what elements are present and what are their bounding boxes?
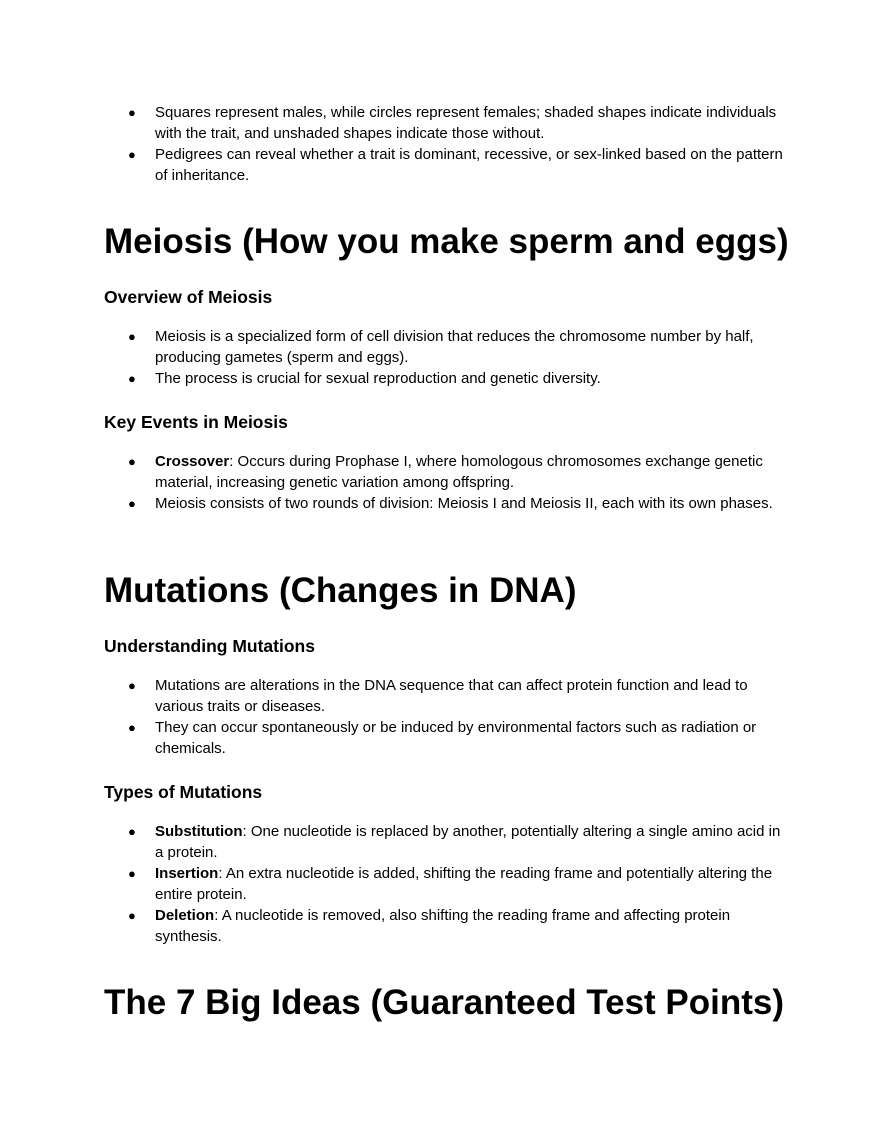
bullet-icon: ● (128, 824, 136, 839)
list-item (104, 905, 784, 947)
bullet-text: Pedigrees can reveal whether a trait is dominant, recessive, or sex-linked based on the pattern of inheritance. (155, 146, 783, 184)
bullet-icon: ● (128, 147, 136, 162)
list-item (104, 863, 784, 905)
meiosis-heading: Meiosis (How you make sperm and eggs) (104, 222, 789, 261)
understanding-mutations-list (104, 675, 784, 759)
bullet-term: Insertion (155, 865, 219, 882)
bullet-term: Substitution (155, 823, 243, 840)
bullet-icon: ● (128, 371, 136, 386)
bullet-text: Meiosis is a specialized form of cell division that reduces the chromosome number by half, producing gametes (sperm and eggs). (155, 328, 754, 366)
list-item (104, 451, 784, 493)
bullet-icon: ● (128, 454, 136, 469)
bullet-text: The process is crucial for sexual reproduction and genetic diversity. (155, 370, 601, 387)
list-item (104, 144, 784, 186)
bullet-text: : Occurs during Prophase I, where homologous chromosomes exchange genetic material, increasing genetic variation among offspring. (155, 453, 763, 491)
overview-of-meiosis-heading: Overview of Meiosis (104, 287, 273, 307)
list-item (104, 675, 784, 717)
bullet-text: : One nucleotide is replaced by another, potentially altering a single amino acid in a protein. (155, 823, 781, 861)
big-ideas-heading: The 7 Big Ideas (Guaranteed Test Points) (104, 983, 785, 1022)
bullet-term: Deletion (155, 907, 215, 924)
bullet-icon: ● (128, 329, 136, 344)
bullet-icon: ● (128, 720, 136, 735)
bullet-text: They can occur spontaneously or be induced by environmental factors such as radiation or chemicals. (155, 719, 757, 757)
bullet-text: : A nucleotide is removed, also shifting the reading frame and affecting protein synthesis. (155, 907, 731, 945)
key-events-list (104, 451, 784, 514)
bullet-text: Squares represent males, while circles represent females; shaded shapes indicate individuals with the trait, and unshaded shapes indicate those without. (155, 104, 777, 142)
list-item (104, 326, 784, 368)
intro-bullet-list (104, 102, 784, 186)
bullet-icon: ● (128, 496, 136, 511)
types-of-mutations-heading: Types of Mutations (104, 782, 263, 802)
meiosis-overview-list (104, 326, 784, 389)
mutations-heading: Mutations (Changes in DNA) (104, 571, 577, 610)
list-item (104, 368, 784, 389)
bullet-text: Mutations are alterations in the DNA sequence that can affect protein function and lead to various traits or diseases. (155, 677, 748, 715)
bullet-icon: ● (128, 678, 136, 693)
key-events-heading: Key Events in Meiosis (104, 412, 288, 432)
bullet-text: Meiosis consists of two rounds of division: Meiosis I and Meiosis II, each with its own phases. (155, 495, 773, 512)
bullet-text: : An extra nucleotide is added, shifting the reading frame and potentially altering the entire protein. (155, 865, 773, 903)
list-item (104, 821, 784, 863)
list-item (104, 717, 784, 759)
list-item (104, 102, 784, 144)
bullet-icon: ● (128, 908, 136, 923)
understanding-mutations-heading: Understanding Mutations (104, 636, 315, 656)
types-of-mutations-list (104, 821, 784, 947)
bullet-term: Crossover (155, 453, 230, 470)
bullet-icon: ● (128, 105, 136, 120)
bullet-icon: ● (128, 866, 136, 881)
list-item (104, 493, 784, 514)
